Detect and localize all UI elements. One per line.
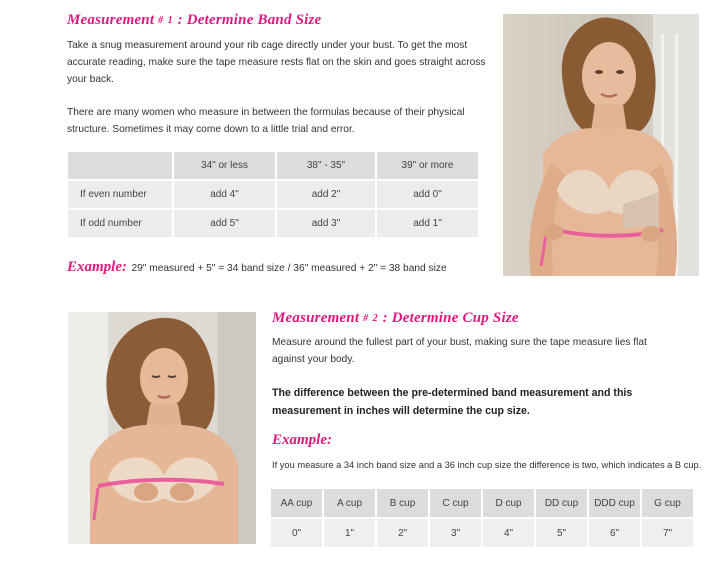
- cup-value-cell: 6": [589, 519, 640, 547]
- table-cell: add 2": [277, 181, 375, 208]
- band-size-heading: [67, 12, 321, 29]
- table-cell: add 3": [277, 210, 375, 237]
- cup-size-table: [269, 487, 695, 549]
- cup-value-cell: 3": [430, 519, 481, 547]
- heading-number: # 1: [158, 15, 174, 26]
- table-row: [271, 519, 693, 547]
- example-label: Example:: [67, 259, 127, 275]
- table-cell: add 0": [377, 181, 478, 208]
- cup-size-example-label: Example:: [272, 432, 332, 448]
- heading-title: : Determine Band Size: [177, 12, 322, 28]
- table-cell: add 1": [377, 210, 478, 237]
- cup-size-instructions: Measure around the fullest part of your bust, making sure the tape measure lies flat against your body.: [272, 337, 647, 365]
- model-photo-illustration: [68, 312, 256, 544]
- cup-value-cell: 5": [536, 519, 587, 547]
- band-size-instructions: Take a snug measurement around your rib cage directly under your bust. To get the most accurate reading, make sure the tape measure rests flat on the skin and goes straight across your back.: [67, 40, 486, 85]
- cup-header-cell: AA cup: [271, 489, 322, 517]
- row-label: If even number: [68, 181, 172, 208]
- table-cell: add 5": [174, 210, 275, 237]
- table-header-cell: 39" or more: [377, 152, 478, 179]
- cup-value-cell: 1": [324, 519, 375, 547]
- table-row: [68, 181, 478, 208]
- cup-header-cell: DDD cup: [589, 489, 640, 517]
- cup-value-cell: 0": [271, 519, 322, 547]
- table-header-cell: 38" - 35": [277, 152, 375, 179]
- heading-title: : Determine Cup Size: [382, 310, 519, 326]
- heading-word: Measurement: [272, 310, 360, 326]
- model-measuring-cup-photo: [68, 312, 256, 544]
- table-header-cell: 34" or less: [174, 152, 275, 179]
- cup-value-cell: 4": [483, 519, 534, 547]
- table-header-row: [271, 489, 693, 517]
- example-text: 29" measured + 5" = 34 band size / 36" measured + 2" = 38 band size: [131, 263, 447, 274]
- cup-header-cell: DD cup: [536, 489, 587, 517]
- cup-size-explanation: The difference between the pre-determined band measurement and this measurement in inches will determine the cup size.: [272, 387, 633, 417]
- row-label: If odd number: [68, 210, 172, 237]
- table-row: [68, 210, 478, 237]
- cup-header-cell: C cup: [430, 489, 481, 517]
- cup-size-heading: [272, 310, 519, 327]
- table-cell: add 4": [174, 181, 275, 208]
- band-size-note: There are many women who measure in between the formulas because of their physical structure. Sometimes it may come down to a little trial and error.: [67, 107, 465, 135]
- cup-value-cell: 7": [642, 519, 693, 547]
- heading-word: Measurement: [67, 12, 155, 28]
- model-measuring-band-photo: [503, 14, 699, 276]
- cup-size-example-text: If you measure a 34 inch band size and a 36 inch cup size the difference is two, which indicates a B cup.: [272, 460, 702, 470]
- cup-header-cell: G cup: [642, 489, 693, 517]
- cup-header-cell: A cup: [324, 489, 375, 517]
- cup-header-cell: B cup: [377, 489, 428, 517]
- band-size-example: [67, 258, 447, 277]
- table-header-cell: [68, 152, 172, 179]
- model-photo-illustration: [503, 14, 699, 276]
- heading-number: # 2: [363, 313, 379, 324]
- cup-value-cell: 2": [377, 519, 428, 547]
- cup-header-cell: D cup: [483, 489, 534, 517]
- band-size-table: [66, 150, 480, 239]
- table-header-row: [68, 152, 478, 179]
